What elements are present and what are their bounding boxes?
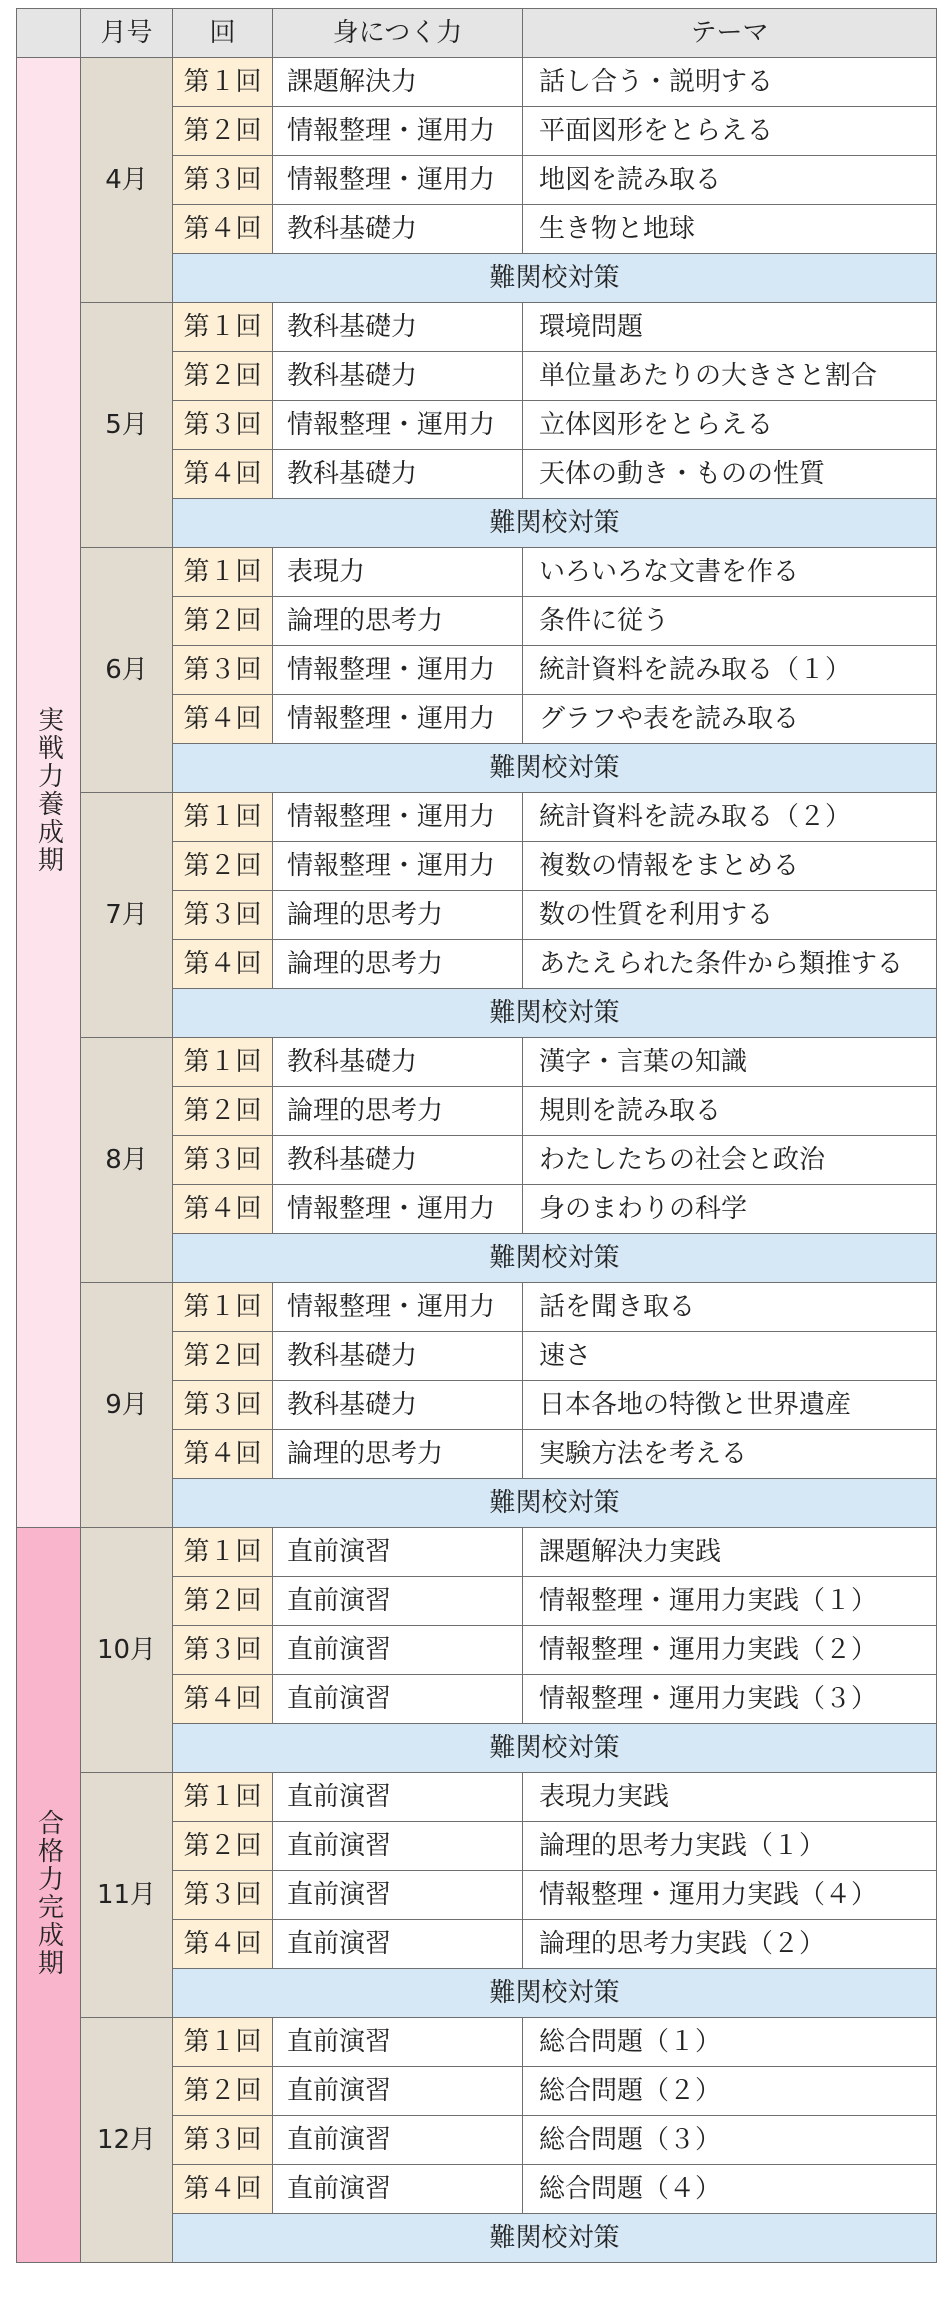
theme-cell: わたしたちの社会と政治 — [523, 1136, 937, 1185]
round-cell: 第３回 — [173, 1136, 273, 1185]
round-cell: 第３回 — [173, 2116, 273, 2165]
round-cell: 第１回 — [173, 2018, 273, 2067]
skill-cell: 教科基礎力 — [273, 1038, 523, 1087]
special-course-label: 難関校対策 — [173, 254, 937, 303]
round-cell: 第３回 — [173, 401, 273, 450]
theme-cell: 単位量あたりの大きさと割合 — [523, 352, 937, 401]
theme-cell: 総合問題（３） — [523, 2116, 937, 2165]
theme-cell: 条件に従う — [523, 597, 937, 646]
theme-cell: 情報整理・運用力実践（２） — [523, 1626, 937, 1675]
skill-cell: 直前演習 — [273, 1773, 523, 1822]
round-cell: 第３回 — [173, 1381, 273, 1430]
theme-cell: 論理的思考力実践（１） — [523, 1822, 937, 1871]
theme-cell: 論理的思考力実践（２） — [523, 1920, 937, 1969]
theme-cell: 話し合う・説明する — [523, 58, 937, 107]
theme-cell: 課題解決力実践 — [523, 1528, 937, 1577]
skill-cell: 情報整理・運用力 — [273, 695, 523, 744]
month-cell: 4月 — [81, 58, 173, 303]
skill-cell: 直前演習 — [273, 1675, 523, 1724]
skill-cell: 情報整理・運用力 — [273, 793, 523, 842]
round-cell: 第１回 — [173, 548, 273, 597]
table-row — [17, 2018, 937, 2067]
theme-cell: 天体の動き・ものの性質 — [523, 450, 937, 499]
header-month: 月号 — [81, 9, 173, 58]
round-cell: 第１回 — [173, 1038, 273, 1087]
theme-cell: 統計資料を読み取る（２） — [523, 793, 937, 842]
theme-cell: 表現力実践 — [523, 1773, 937, 1822]
round-cell: 第１回 — [173, 58, 273, 107]
round-cell: 第１回 — [173, 1283, 273, 1332]
table-body — [17, 58, 937, 2263]
skill-cell: 情報整理・運用力 — [273, 646, 523, 695]
skill-cell: 直前演習 — [273, 1528, 523, 1577]
theme-cell: 情報整理・運用力実践（３） — [523, 1675, 937, 1724]
skill-cell: 情報整理・運用力 — [273, 1283, 523, 1332]
round-cell: 第３回 — [173, 1626, 273, 1675]
month-cell: 9月 — [81, 1283, 173, 1528]
theme-cell: 立体図形をとらえる — [523, 401, 937, 450]
skill-cell: 教科基礎力 — [273, 1381, 523, 1430]
round-cell: 第４回 — [173, 695, 273, 744]
table-row — [17, 548, 937, 597]
round-cell: 第４回 — [173, 1430, 273, 1479]
schedule-table — [16, 8, 937, 2263]
theme-cell: 身のまわりの科学 — [523, 1185, 937, 1234]
month-cell: 7月 — [81, 793, 173, 1038]
skill-cell: 教科基礎力 — [273, 1136, 523, 1185]
theme-cell: 生き物と地球 — [523, 205, 937, 254]
period-label: 合格力完成期 — [33, 1808, 64, 1977]
round-cell: 第２回 — [173, 1577, 273, 1626]
table-row — [17, 1283, 937, 1332]
special-course-label: 難関校対策 — [173, 1234, 937, 1283]
table-row — [17, 303, 937, 352]
theme-cell: 情報整理・運用力実践（４） — [523, 1871, 937, 1920]
month-cell: 6月 — [81, 548, 173, 793]
theme-cell: 日本各地の特徴と世界遺産 — [523, 1381, 937, 1430]
skill-cell: 直前演習 — [273, 2116, 523, 2165]
skill-cell: 論理的思考力 — [273, 891, 523, 940]
skill-cell: 教科基礎力 — [273, 1332, 523, 1381]
round-cell: 第２回 — [173, 107, 273, 156]
skill-cell: 教科基礎力 — [273, 303, 523, 352]
round-cell: 第２回 — [173, 842, 273, 891]
header-skill: 身につく力 — [273, 9, 523, 58]
skill-cell: 直前演習 — [273, 2067, 523, 2116]
skill-cell: 情報整理・運用力 — [273, 156, 523, 205]
round-cell: 第２回 — [173, 597, 273, 646]
theme-cell: 速さ — [523, 1332, 937, 1381]
round-cell: 第２回 — [173, 1332, 273, 1381]
special-course-label: 難関校対策 — [173, 1969, 937, 2018]
skill-cell: 情報整理・運用力 — [273, 842, 523, 891]
round-cell: 第１回 — [173, 1773, 273, 1822]
month-cell: 10月 — [81, 1528, 173, 1773]
round-cell: 第３回 — [173, 156, 273, 205]
theme-cell: 実験方法を考える — [523, 1430, 937, 1479]
round-cell: 第４回 — [173, 2165, 273, 2214]
round-cell: 第２回 — [173, 1822, 273, 1871]
period-cell — [17, 58, 81, 1528]
theme-cell: あたえられた条件から類推する — [523, 940, 937, 989]
theme-cell: 平面図形をとらえる — [523, 107, 937, 156]
table-row — [17, 793, 937, 842]
round-cell: 第１回 — [173, 1528, 273, 1577]
skill-cell: 教科基礎力 — [273, 352, 523, 401]
theme-cell: 総合問題（１） — [523, 2018, 937, 2067]
skill-cell: 論理的思考力 — [273, 597, 523, 646]
skill-cell: 直前演習 — [273, 1920, 523, 1969]
round-cell: 第２回 — [173, 1087, 273, 1136]
skill-cell: 論理的思考力 — [273, 1087, 523, 1136]
month-cell: 5月 — [81, 303, 173, 548]
theme-cell: 地図を読み取る — [523, 156, 937, 205]
special-course-label: 難関校対策 — [173, 1724, 937, 1773]
table-row — [17, 1038, 937, 1087]
month-cell: 8月 — [81, 1038, 173, 1283]
table-header — [17, 9, 937, 58]
skill-cell: 直前演習 — [273, 1822, 523, 1871]
header-period — [17, 9, 81, 58]
theme-cell: グラフや表を読み取る — [523, 695, 937, 744]
skill-cell: 論理的思考力 — [273, 1430, 523, 1479]
round-cell: 第１回 — [173, 303, 273, 352]
round-cell: 第３回 — [173, 891, 273, 940]
period-label: 実戦力養成期 — [33, 706, 64, 874]
theme-cell: 情報整理・運用力実践（１） — [523, 1577, 937, 1626]
special-course-label: 難関校対策 — [173, 989, 937, 1038]
round-cell: 第３回 — [173, 646, 273, 695]
round-cell: 第４回 — [173, 450, 273, 499]
theme-cell: 話を聞き取る — [523, 1283, 937, 1332]
special-course-label: 難関校対策 — [173, 499, 937, 548]
round-cell: 第３回 — [173, 1871, 273, 1920]
skill-cell: 直前演習 — [273, 2018, 523, 2067]
theme-cell: 総合問題（４） — [523, 2165, 937, 2214]
skill-cell: 表現力 — [273, 548, 523, 597]
month-cell: 12月 — [81, 2018, 173, 2263]
table-row — [17, 1773, 937, 1822]
round-cell: 第４回 — [173, 205, 273, 254]
theme-cell: 統計資料を読み取る（１） — [523, 646, 937, 695]
skill-cell: 情報整理・運用力 — [273, 107, 523, 156]
theme-cell: 数の性質を利用する — [523, 891, 937, 940]
round-cell: 第２回 — [173, 352, 273, 401]
round-cell: 第４回 — [173, 1675, 273, 1724]
skill-cell: 論理的思考力 — [273, 940, 523, 989]
theme-cell: 環境問題 — [523, 303, 937, 352]
skill-cell: 情報整理・運用力 — [273, 401, 523, 450]
special-course-label: 難関校対策 — [173, 744, 937, 793]
header-round: 回 — [173, 9, 273, 58]
table-row — [17, 1528, 937, 1577]
header-row — [17, 9, 937, 58]
period-cell — [17, 1528, 81, 2263]
theme-cell: 総合問題（２） — [523, 2067, 937, 2116]
skill-cell: 直前演習 — [273, 1626, 523, 1675]
skill-cell: 直前演習 — [273, 2165, 523, 2214]
theme-cell: 規則を読み取る — [523, 1087, 937, 1136]
theme-cell: 漢字・言葉の知識 — [523, 1038, 937, 1087]
table-row — [17, 58, 937, 107]
skill-cell: 直前演習 — [273, 1871, 523, 1920]
round-cell: 第２回 — [173, 2067, 273, 2116]
skill-cell: 教科基礎力 — [273, 450, 523, 499]
round-cell: 第４回 — [173, 1920, 273, 1969]
skill-cell: 直前演習 — [273, 1577, 523, 1626]
theme-cell: いろいろな文書を作る — [523, 548, 937, 597]
skill-cell: 課題解決力 — [273, 58, 523, 107]
round-cell: 第４回 — [173, 1185, 273, 1234]
skill-cell: 情報整理・運用力 — [273, 1185, 523, 1234]
month-cell: 11月 — [81, 1773, 173, 2018]
round-cell: 第１回 — [173, 793, 273, 842]
header-theme: テーマ — [523, 9, 937, 58]
round-cell: 第４回 — [173, 940, 273, 989]
skill-cell: 教科基礎力 — [273, 205, 523, 254]
theme-cell: 複数の情報をまとめる — [523, 842, 937, 891]
special-course-label: 難関校対策 — [173, 1479, 937, 1528]
special-course-label: 難関校対策 — [173, 2214, 937, 2263]
